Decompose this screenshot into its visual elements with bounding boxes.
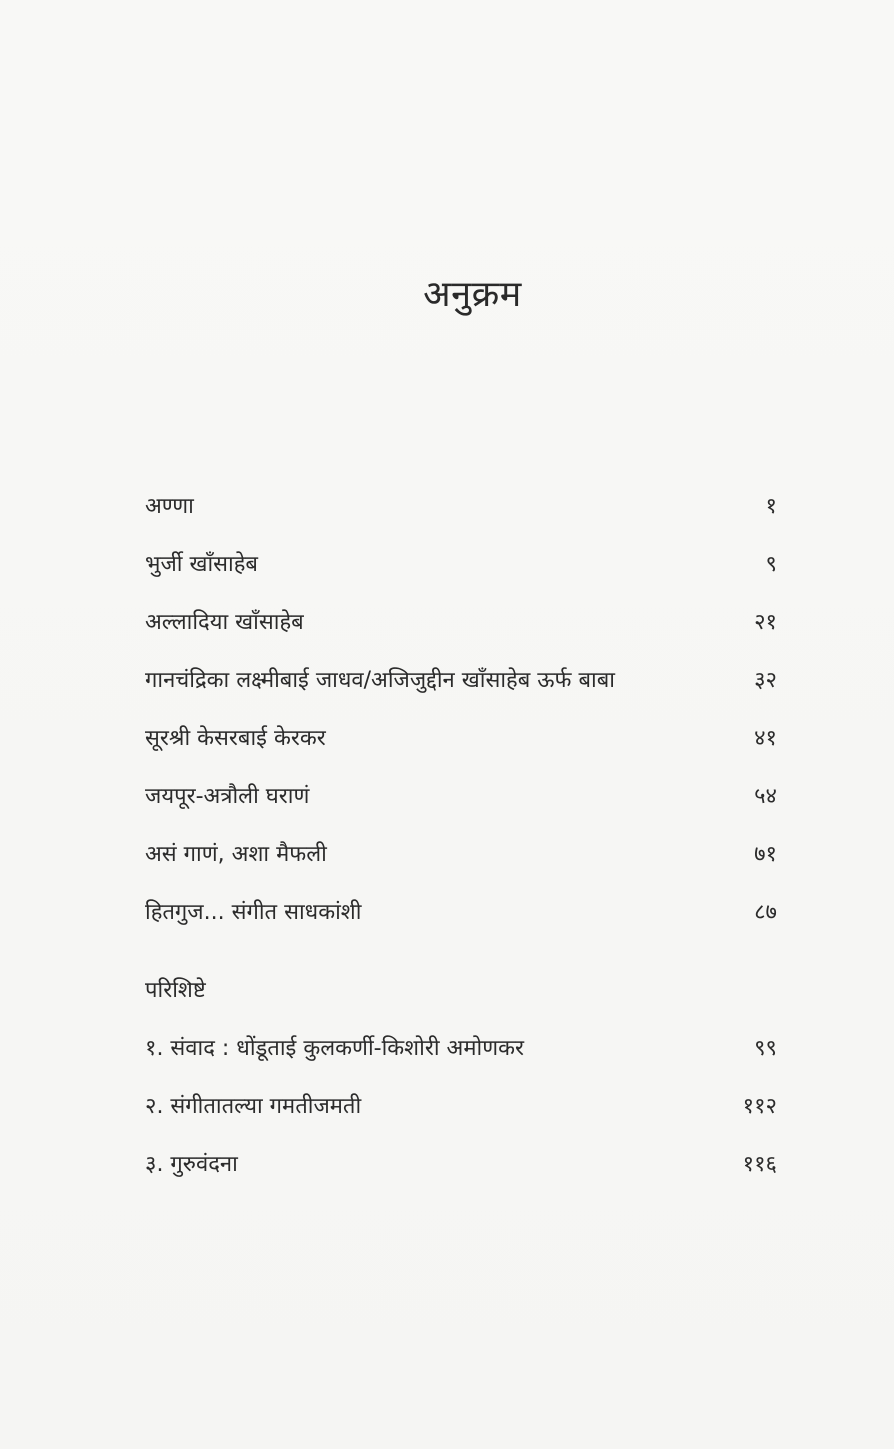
toc-entry xyxy=(145,478,777,536)
appendix-entry-page: ९९ xyxy=(754,1036,777,1061)
toc-entry xyxy=(145,884,777,942)
toc-entry-title: गानचंद्रिका लक्ष्मीबाई जाधव/अजिजुद्दीन खाँसाहेब ऊर्फ बाबा xyxy=(145,668,615,693)
toc-entry-title: भुर्जी खाँसाहेब xyxy=(145,552,258,577)
appendix-entry xyxy=(145,1136,777,1194)
toc-entry-page: ९ xyxy=(765,552,777,577)
toc-entry-page: ४१ xyxy=(754,726,777,751)
toc-entry xyxy=(145,710,777,768)
toc-entry-page: ३२ xyxy=(754,668,777,693)
toc-entry-title: जयपूर-अत्रौली घराणं xyxy=(145,784,310,809)
appendix-entry-title: २. संगीतातल्या गमतीजमती xyxy=(145,1094,362,1119)
toc-entry-title: हितगुज... संगीत साधकांशी xyxy=(145,900,362,925)
toc-entry-page: ५४ xyxy=(754,784,777,809)
toc-entry-title: अल्लादिया खाँसाहेब xyxy=(145,610,304,635)
toc-entry-title: सूरश्री केसरबाई केरकर xyxy=(145,726,326,751)
appendix-entry xyxy=(145,1078,777,1136)
toc-entry-page: १ xyxy=(765,494,777,519)
toc-entry-page: ८७ xyxy=(754,900,777,925)
appendix-entry-page: ११२ xyxy=(742,1094,777,1119)
toc-entry xyxy=(145,768,777,826)
toc-entry xyxy=(145,652,777,710)
toc-entry xyxy=(145,826,777,884)
appendix-heading: परिशिष्टे xyxy=(145,978,206,1003)
toc-entry-title: असं गाणं, अशा मैफली xyxy=(145,842,327,867)
toc-entry-page: २१ xyxy=(754,610,777,635)
page-title: अनुक्रम xyxy=(423,274,522,315)
toc-entry-title: अण्णा xyxy=(145,494,194,519)
toc-entry-page: ७१ xyxy=(754,842,777,867)
toc-entry xyxy=(145,594,777,652)
appendix-entry-page: ११६ xyxy=(742,1152,777,1177)
appendix-entry-title: १. संवाद : धोंडूताई कुलकर्णी-किशोरी अमोणकर xyxy=(145,1036,524,1061)
table-of-contents xyxy=(145,478,777,1194)
appendix-entry xyxy=(145,1020,777,1078)
toc-entry xyxy=(145,536,777,594)
appendix-entry-title: ३. गुरुवंदना xyxy=(145,1152,238,1177)
